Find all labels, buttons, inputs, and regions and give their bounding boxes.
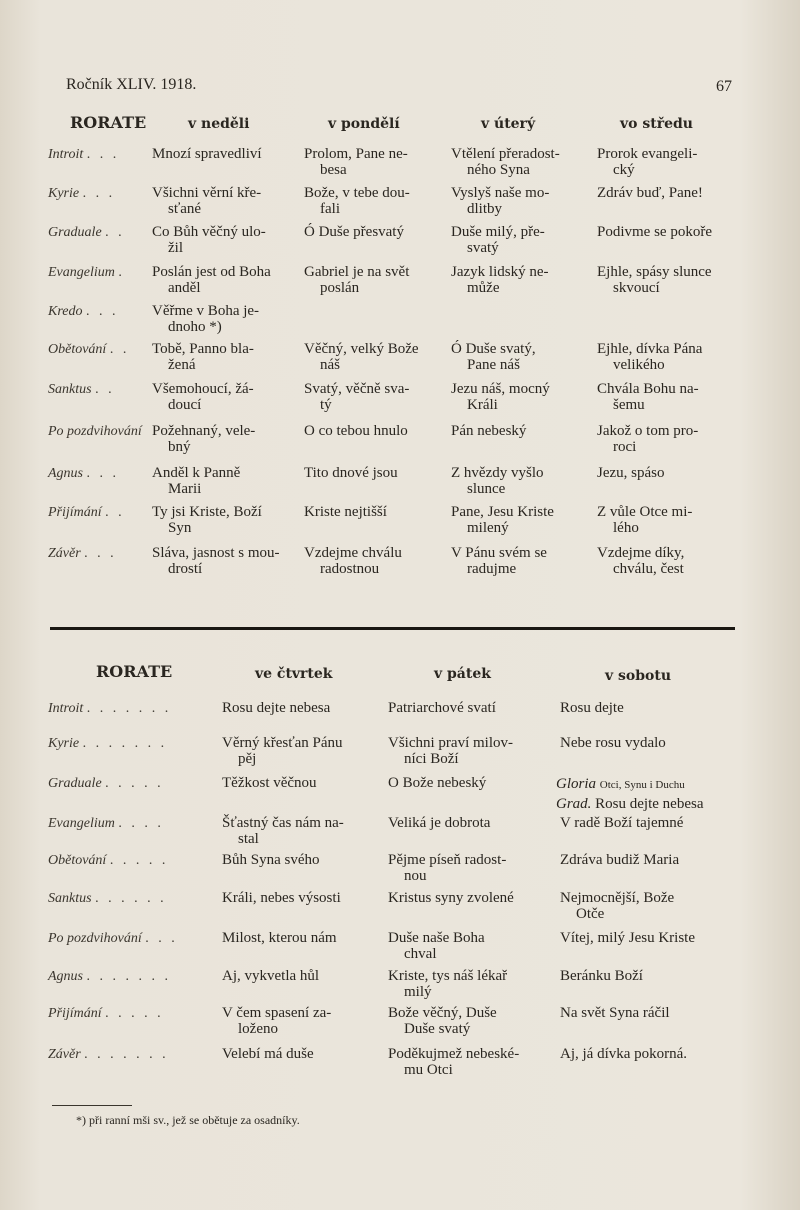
cell-line: Všichni věrní kře- xyxy=(152,185,262,201)
cell-line: Poslán jest od Boha xyxy=(152,264,271,280)
table-cell xyxy=(222,968,319,984)
cell-line: Králi, nebes výsosti xyxy=(222,890,341,906)
table-cell xyxy=(222,1005,331,1037)
row-label xyxy=(48,853,168,869)
cell-line: Ó Duše svatý, xyxy=(451,341,536,357)
graduale-saturday-cell xyxy=(556,775,703,814)
section-divider xyxy=(50,627,735,630)
table-cell xyxy=(388,735,513,767)
cell-line-continued: náš xyxy=(320,357,340,373)
row-label-text: Kyrie xyxy=(48,736,80,751)
page-number: 67 xyxy=(716,78,732,95)
cell-line: Rosu dejte xyxy=(560,700,624,716)
row-label xyxy=(48,931,178,947)
leader-dots: . . . xyxy=(145,931,178,946)
footnote: *) při ranní mši sv., jež se obětuje za osadníky. xyxy=(76,1113,300,1127)
cell-line: Velebí má duše xyxy=(222,1046,314,1062)
row-label-text: Kredo xyxy=(48,304,83,319)
cell-line: Anděl k Panně xyxy=(152,465,241,481)
row-label-text: Přijímání xyxy=(48,1006,102,1021)
cell-line-continued: milý xyxy=(404,984,432,1000)
leader-dots: . . . . . xyxy=(109,853,169,868)
table-cell xyxy=(222,890,341,906)
cell-line: Poděkujmež nebeské- xyxy=(388,1046,520,1062)
cell-line-continued: tý xyxy=(320,397,332,413)
row-label-text: Přijímání xyxy=(48,505,102,520)
cell-line-continued: slunce xyxy=(467,481,506,497)
cell-line: Těžkost věčnou xyxy=(222,775,317,791)
table-cell xyxy=(388,930,485,962)
row-label-text: Graduale xyxy=(48,225,102,240)
row-label-text: Graduale xyxy=(48,776,102,791)
cell-line: Vtělení přeradost- xyxy=(451,146,560,162)
row-label xyxy=(48,1047,169,1063)
cell-line: Vzdejme díky, xyxy=(597,545,685,561)
row-label-text: Po pozdvihování xyxy=(48,931,142,946)
cell-line: Nejmocnější, Bože xyxy=(560,890,675,906)
cell-line: Co Bůh věčný ulo- xyxy=(152,224,266,240)
table-cell xyxy=(560,735,666,751)
cell-line: Vyslyš naše mo- xyxy=(451,185,550,201)
cell-line-continued: stal xyxy=(238,831,259,847)
cell-line: Pějme píseň radost- xyxy=(388,852,507,868)
table-cell xyxy=(222,852,320,868)
leader-dots: . . xyxy=(95,382,115,397)
cell-line: Rosu dejte nebesa xyxy=(222,700,331,716)
leader-dots: . . xyxy=(109,342,130,357)
row-label-text: Agnus xyxy=(48,969,83,984)
cell-line-continued: pěj xyxy=(238,751,257,767)
grad-text: Rosu dejte nebesa xyxy=(595,796,704,812)
leader-dots: . xyxy=(118,265,125,280)
cell-line-continued: radostnou xyxy=(320,561,380,577)
cell-line: Sláva, jasnost s mou- xyxy=(152,545,280,561)
table-cell xyxy=(388,852,506,884)
cell-line-continued: roci xyxy=(613,439,637,455)
column-header: v úterý xyxy=(481,116,536,132)
table-cell xyxy=(222,775,317,791)
leader-dots: . . xyxy=(105,225,125,240)
cell-line-continued: svatý xyxy=(467,240,499,256)
cell-line-continued: fali xyxy=(320,201,340,217)
cell-line: Pane, Jesu Kriste xyxy=(451,504,554,520)
cell-line-continued: milený xyxy=(467,520,509,536)
cell-line: Patriarchové svatí xyxy=(388,700,496,716)
row-label-text: Sanktus xyxy=(48,891,92,906)
table-cell xyxy=(388,815,490,831)
cell-line: Ó Duše přesvatý xyxy=(304,224,404,240)
leader-dots: . . . xyxy=(86,466,119,481)
cell-line: Chvála Bohu na- xyxy=(597,381,699,397)
row-label xyxy=(48,776,164,792)
leader-dots: . . . xyxy=(82,186,116,201)
column-header: v pátek xyxy=(434,666,491,682)
cell-line-continued: Duše svatý xyxy=(404,1021,471,1037)
table-cell xyxy=(560,815,683,831)
cell-line: O Bože nebeský xyxy=(388,775,487,791)
cell-line: Prorok evangeli- xyxy=(597,146,698,162)
row-label-text: Po pozdvihování xyxy=(48,424,142,439)
table-cell xyxy=(560,700,624,716)
cell-line-continued: Králi xyxy=(467,397,498,413)
table-cell xyxy=(388,700,496,716)
table-cell xyxy=(560,890,674,922)
cell-line: Kriste nejtišší xyxy=(304,504,387,520)
leader-dots: . . . . . . . xyxy=(86,969,171,984)
cell-line: Prolom, Pane ne- xyxy=(304,146,408,162)
cell-line: Duše milý, pře- xyxy=(451,224,545,240)
row-label-text: Agnus xyxy=(48,466,83,481)
column-header: v neděli xyxy=(188,116,250,132)
cell-line: Svatý, věčně sva- xyxy=(304,381,410,397)
cell-line: V radě Boží tajemné xyxy=(560,815,684,831)
grad-label: Grad. xyxy=(556,796,592,812)
column-header: vo středu xyxy=(620,116,693,132)
table-cell xyxy=(388,1005,497,1037)
cell-line: Šťastný čas nám na- xyxy=(222,815,344,831)
cell-line-continued: poslán xyxy=(320,280,360,296)
leader-dots: . . . xyxy=(85,304,119,319)
cell-line: Aj, vykvetla hůl xyxy=(222,968,320,984)
cell-line: Zdráv buď, Pane! xyxy=(597,185,703,201)
cell-line-continued: žil xyxy=(168,240,183,256)
cell-line-continued: cký xyxy=(613,162,635,178)
table-cell xyxy=(560,930,695,946)
cell-line-continued: lého xyxy=(613,520,639,536)
row-label-text: Kyrie xyxy=(48,186,80,201)
cell-line: O co tebou hnulo xyxy=(304,423,408,439)
leader-dots: . . . . . . xyxy=(95,891,167,906)
cell-line: Z hvězdy vyšlo xyxy=(451,465,544,481)
cell-line: Pán nebeský xyxy=(451,423,527,439)
row-label xyxy=(48,969,171,985)
row-label xyxy=(48,701,171,717)
table-cell xyxy=(388,775,486,791)
cell-line-continued: dnoho *) xyxy=(168,319,222,335)
cell-line: Všemohoucí, žá- xyxy=(152,381,254,397)
cell-line: Věčný, velký Bože xyxy=(304,341,419,357)
cell-line: Jazyk lidský ne- xyxy=(451,264,549,280)
leader-dots: . . . . . . . xyxy=(84,1047,169,1062)
cell-line: Vítej, milý Jesu Kriste xyxy=(560,930,695,946)
leader-dots: . . . xyxy=(84,546,117,561)
table-cell xyxy=(560,852,679,868)
cell-line-continued: dlitby xyxy=(467,201,503,217)
cell-line: Jezu náš, mocný xyxy=(451,381,550,397)
cell-line: V Pánu svém se xyxy=(451,545,547,561)
cell-line: Ejhle, dívka Pána xyxy=(597,341,703,357)
leader-dots: . . . . . . . xyxy=(82,736,168,751)
cell-line-continued: Syn xyxy=(168,520,192,536)
cell-line-continued: šemu xyxy=(613,397,645,413)
cell-line-continued: skvoucí xyxy=(613,280,660,296)
cell-line: Kriste, tys náš lékař xyxy=(388,968,508,984)
table-cell xyxy=(222,815,344,847)
table-cell xyxy=(388,890,514,906)
table-cell xyxy=(222,700,330,716)
cell-line: Veliká je dobrota xyxy=(388,815,491,831)
gloria-text: Otci, Synu i Duchu xyxy=(599,779,685,791)
leader-dots: . . . . . . . xyxy=(86,701,172,716)
cell-line: Tobě, Panno bla- xyxy=(152,341,254,357)
bottom-table-title: RORATE xyxy=(96,662,173,681)
cell-line: Podivme se pokoře xyxy=(597,224,712,240)
row-label-text: Závěr xyxy=(48,1047,81,1062)
cell-line-continued: doucí xyxy=(168,397,202,413)
cell-line: Bůh Syna svého xyxy=(222,852,320,868)
cell-line: Nebe rosu vydalo xyxy=(560,735,666,751)
cell-line: Vzdejme chválu xyxy=(304,545,402,561)
cell-line-continued: drostí xyxy=(168,561,203,577)
cell-line: Ty jsi Kriste, Boží xyxy=(152,504,262,520)
cell-line-continued: Marii xyxy=(168,481,202,497)
cell-line: Na svět Syna ráčil xyxy=(560,1005,670,1021)
cell-line: Bože, v tebe dou- xyxy=(304,185,410,201)
column-header: ve čtvrtek xyxy=(255,666,333,682)
volume-header: Ročník XLIV. 1918. xyxy=(66,76,197,93)
table-cell xyxy=(388,968,507,1000)
cell-line-continued: mu Otci xyxy=(404,1062,453,1078)
leader-dots: . . . xyxy=(86,147,120,162)
cell-line-continued: bný xyxy=(168,439,191,455)
table-cell xyxy=(560,968,643,984)
cell-line-continued: chval xyxy=(404,946,437,962)
footnote-rule xyxy=(52,1105,132,1106)
row-label-text: Sanktus xyxy=(48,382,92,397)
cell-line-continued: ného Syna xyxy=(467,162,530,178)
cell-line-continued: velikého xyxy=(613,357,665,373)
row-label-text: Evangelium xyxy=(48,816,115,831)
row-label-text: Introit xyxy=(48,701,84,716)
cell-line-continued: níci Boží xyxy=(404,751,459,767)
cell-line: Bože věčný, Duše xyxy=(388,1005,497,1021)
cell-line: Mnozí spravedliví xyxy=(152,146,262,162)
cell-line-continued: Pane náš xyxy=(467,357,520,373)
cell-line-continued: Otče xyxy=(576,906,605,922)
cell-line: Věřme v Boha je- xyxy=(152,303,260,319)
row-label-text: Introit xyxy=(48,147,84,162)
cell-line-continued: loženo xyxy=(238,1021,278,1037)
cell-line: Všichni praví milov- xyxy=(388,735,513,751)
cell-line-continued: anděl xyxy=(168,280,201,296)
table-cell xyxy=(222,735,343,767)
leader-dots: . . . . . xyxy=(105,1006,164,1021)
cell-line-continued: sťané xyxy=(168,201,202,217)
cell-line: Tito dnové jsou xyxy=(304,465,398,481)
row-label xyxy=(48,891,167,907)
leader-dots: . . . . xyxy=(118,816,164,831)
cell-line: Ejhle, spásy slunce xyxy=(597,264,712,280)
cell-line: Z vůle Otce mi- xyxy=(597,504,693,520)
row-label xyxy=(48,1006,164,1022)
row-label xyxy=(48,816,164,832)
table-cell xyxy=(222,930,337,946)
cell-line-continued: besa xyxy=(320,162,347,178)
cell-line: Požehnaný, vele- xyxy=(152,423,256,439)
cell-line: Zdráva budiž Maria xyxy=(560,852,680,868)
cell-line: Beránku Boží xyxy=(560,968,643,984)
row-label-text: Obětování xyxy=(48,853,107,868)
table-cell xyxy=(560,1046,687,1062)
row-label-text: Obětování xyxy=(48,342,107,357)
cell-line-continued: chválu, čest xyxy=(613,561,684,577)
leader-dots: . . xyxy=(105,505,125,520)
leader-dots: . . . . . xyxy=(105,776,164,791)
cell-line: Gabriel je na svět xyxy=(304,264,410,280)
row-label xyxy=(48,736,167,752)
cell-line: Věrný křesťan Pánu xyxy=(222,735,343,751)
cell-line: Kristus syny zvolené xyxy=(388,890,514,906)
cell-line-continued: žená xyxy=(168,357,196,373)
table-cell xyxy=(560,1005,670,1021)
table-cell xyxy=(388,1046,519,1078)
gloria-label: Gloria xyxy=(556,776,597,792)
table-cell xyxy=(222,1046,314,1062)
cell-line: Jakož o tom pro- xyxy=(597,423,699,439)
column-header: v pondělí xyxy=(328,116,400,132)
cell-line: V čem spasení za- xyxy=(222,1005,332,1021)
cell-line-continued: může xyxy=(467,280,500,296)
cell-line-continued: nou xyxy=(404,868,427,884)
cell-line: Milost, kterou nám xyxy=(222,930,337,946)
cell-line-continued: radujme xyxy=(467,561,517,577)
top-table-title: RORATE xyxy=(70,113,147,132)
cell-line: Jezu, spáso xyxy=(597,465,665,481)
cell-line: Aj, já dívka pokorná. xyxy=(560,1046,688,1062)
row-label-text: Evangelium xyxy=(48,265,115,280)
cell-line: Duše naše Boha xyxy=(388,930,485,946)
column-header: v sobotu xyxy=(605,668,672,684)
row-label-text: Závěr xyxy=(48,546,81,561)
